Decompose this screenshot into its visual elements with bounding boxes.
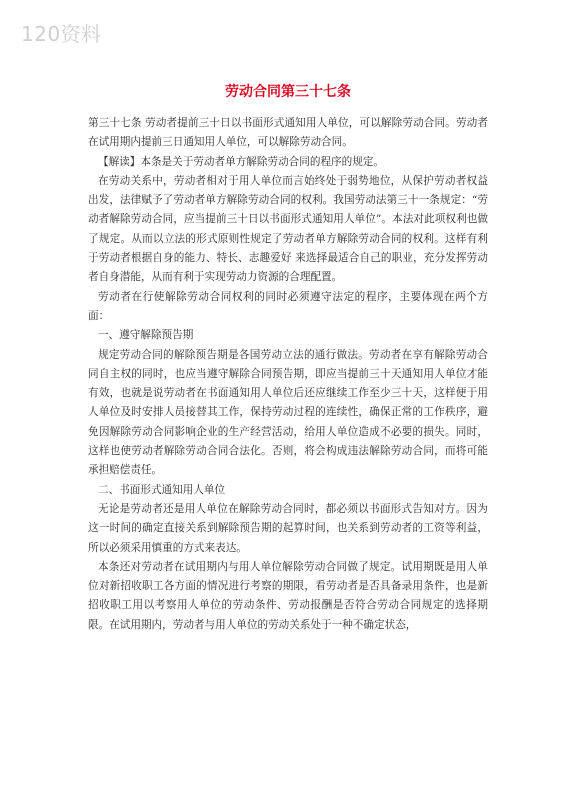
interpretation-intro: 【解读】本条是关于劳动者单方解除劳动合同的程序的规定。 xyxy=(98,155,385,168)
article-text: 第三十七条 劳动者提前三十日以书面形式通知用人单位，可以解除劳动合同。劳动者在试用期内提前三日通知用人单位，可以解除劳动合同。 xyxy=(88,117,488,149)
body-paragraph: 本条还对劳动者在试用期内与用人单位解除劳动合同做了规定。试用期既是用人单位对新招收职工各方面的情况进行考察的期限，看劳动者是否具备录用条件，也是新招收职工用以考察用人单位的劳动条件、劳动报酬是否符合劳动合同规定的选择期限。在试用期内，劳动者与用人单位的劳动关系处于一种不确定状态， xyxy=(88,560,488,631)
body-paragraph: 无论是劳动者还是用人单位在解除劳动合同时，都必须以书面形式告知对方。因为这一时间的确定直接关系到解除预告期的起算时间，也关系到劳动者的工资等利益，所以必须采用慎重的方式来表达。 xyxy=(88,502,488,554)
document-title: 劳动合同第三十七条 xyxy=(225,84,351,100)
watermark-logo: 120资料 xyxy=(21,22,102,46)
body-paragraph: 规定劳动合同的解除预告期是各国劳动立法的通行做法。劳动者在享有解除劳动合同自主权的同时，也应当遵守解除合同预告期，即应当提前三十天通知用人单位才能有效，也就是说劳动者在书面通知用人单位后还应继续工作至少三十天，这样便于用人单位及时安排人员接替其工作，保持劳动过程的连续性，确保正常的工作秩序，避免因解除劳动合同影响企业的生产经营活动，给用人单位造成不必要的损失。同时，这样也使劳动者解除劳动合同合法化。否则，将会构成违法解除劳动合同，而将可能承担赔偿责任。 xyxy=(88,348,488,477)
section-heading: 一、遵守解除预告期 xyxy=(98,329,194,342)
body-paragraph: 劳动者在行使解除劳动合同权利的同时必须遵守法定的程序，主要体现在两个方面： xyxy=(88,290,488,322)
section-heading: 二、书面形式通知用人单位 xyxy=(98,483,226,496)
document-page xyxy=(88,82,488,635)
body-paragraph: 在劳动关系中，劳动者相对于用人单位而言始终处于弱势地位，从保护劳动者权益出发，法律赋予了劳动者单方解除劳动合同的权利。我国劳动法第三十一条规定：“劳动者解除劳动合同，应当提前三十日以书面形式通知用人单位”。本法对此项权利也做了规定。从而以立法的形式原则性规定了劳动者单方解除劳动合同的权利。这样有利于劳动者根据自身的能力、特长、志趣爱好 来选择最适合自己的职业，充分发挥劳动者自身潜能，从而有利于实现劳动力资源的合理配置。 xyxy=(88,174,488,284)
